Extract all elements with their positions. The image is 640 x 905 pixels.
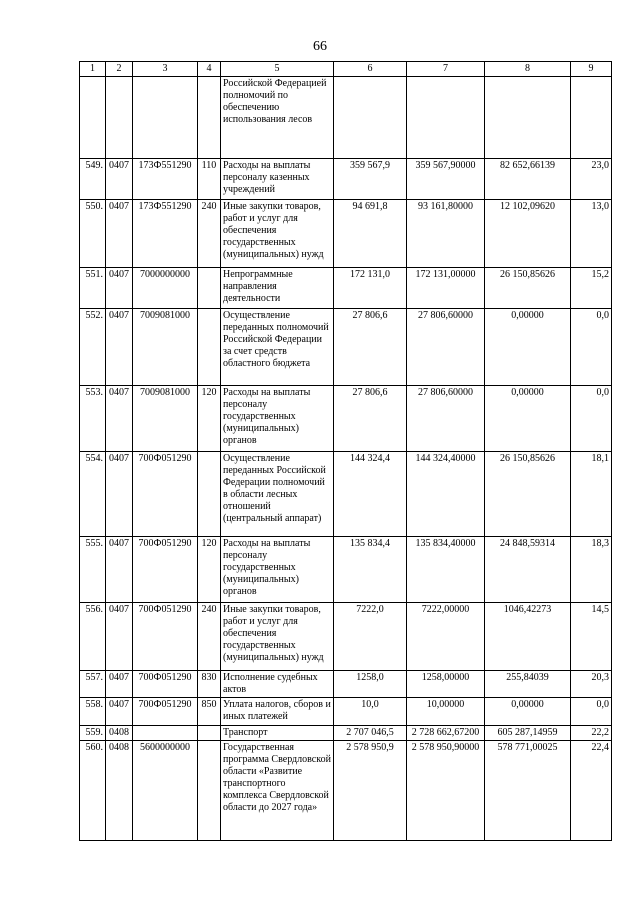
- budget-allocation: 359 567,90000: [407, 159, 485, 200]
- col-header: 6: [334, 62, 407, 77]
- executed-amount: 578 771,00025: [485, 741, 571, 841]
- approved-amount: 2 578 950,9: [334, 741, 407, 841]
- section-code: 0407: [106, 452, 133, 537]
- section-code: 0407: [106, 386, 133, 452]
- section-code: 0407: [106, 537, 133, 603]
- executed-amount: 255,84039: [485, 671, 571, 698]
- approved-amount: 7222,0: [334, 603, 407, 671]
- section-code: 0408: [106, 741, 133, 841]
- item-name: Осуществление переданных полномочий Российской Федерации за счет средств областного бюджета: [221, 309, 334, 386]
- item-name: Исполнение судебных актов: [221, 671, 334, 698]
- expense-type-code: 110: [198, 159, 221, 200]
- expense-type-code: 120: [198, 537, 221, 603]
- col-header: 2: [106, 62, 133, 77]
- col-header: 7: [407, 62, 485, 77]
- item-name: Транспорт: [221, 726, 334, 741]
- execution-percent: 14,5: [571, 603, 612, 671]
- col-header: 4: [198, 62, 221, 77]
- executed-amount: 26 150,85626: [485, 268, 571, 309]
- section-code: 0407: [106, 159, 133, 200]
- expense-type-code: [198, 452, 221, 537]
- execution-percent: 23,0: [571, 159, 612, 200]
- row-number: 560.: [80, 741, 106, 841]
- target-article-code: [133, 726, 198, 741]
- budget-allocation: 2 728 662,67200: [407, 726, 485, 741]
- table-row: [80, 537, 612, 603]
- budget-allocation: 93 161,80000: [407, 200, 485, 268]
- budget-allocation: 2 578 950,90000: [407, 741, 485, 841]
- execution-percent: 15,2: [571, 268, 612, 309]
- row-number: 553.: [80, 386, 106, 452]
- row-number: 555.: [80, 537, 106, 603]
- execution-percent: 0,0: [571, 386, 612, 452]
- executed-amount: 26 150,85626: [485, 452, 571, 537]
- expense-type-code: 850: [198, 698, 221, 726]
- section-code: 0407: [106, 698, 133, 726]
- row-number: 551.: [80, 268, 106, 309]
- budget-allocation: 135 834,40000: [407, 537, 485, 603]
- row-number: 550.: [80, 200, 106, 268]
- section-code: 0407: [106, 309, 133, 386]
- section-code: 0407: [106, 603, 133, 671]
- table-row: [80, 386, 612, 452]
- budget-allocation: 27 806,60000: [407, 386, 485, 452]
- item-name: Расходы на выплаты персоналу государственных (муниципальных) органов: [221, 386, 334, 452]
- executed-amount: 0,00000: [485, 309, 571, 386]
- section-code: 0407: [106, 268, 133, 309]
- row-number: 549.: [80, 159, 106, 200]
- col-header: 1: [80, 62, 106, 77]
- item-name: Уплата налогов, сборов и иных платежей: [221, 698, 334, 726]
- col-header: 5: [221, 62, 334, 77]
- item-name: Российской Федерацией полномочий по обеспечению использования лесов: [221, 77, 334, 159]
- item-name: Осуществление переданных Российской Федерации полномочий в области лесных отношений (центральный аппарат): [221, 452, 334, 537]
- target-article-code: 700Ф051290: [133, 698, 198, 726]
- item-name: Государственная программа Свердловской области «Развитие транспортного комплекса Свердловской области до 2027 года»: [221, 741, 334, 841]
- target-article-code: [133, 77, 198, 159]
- approved-amount: [334, 77, 407, 159]
- execution-percent: [571, 77, 612, 159]
- executed-amount: 0,00000: [485, 386, 571, 452]
- execution-percent: 18,1: [571, 452, 612, 537]
- target-article-code: 700Ф051290: [133, 452, 198, 537]
- target-article-code: 173Ф551290: [133, 159, 198, 200]
- expense-type-code: 830: [198, 671, 221, 698]
- budget-allocation: 27 806,60000: [407, 309, 485, 386]
- approved-amount: 144 324,4: [334, 452, 407, 537]
- budget-allocation: 144 324,40000: [407, 452, 485, 537]
- item-name: Иные закупки товаров, работ и услуг для обеспечения государственных (муниципальных) нужд: [221, 200, 334, 268]
- expense-type-code: [198, 268, 221, 309]
- target-article-code: 173Ф551290: [133, 200, 198, 268]
- approved-amount: 10,0: [334, 698, 407, 726]
- executed-amount: 1046,42273: [485, 603, 571, 671]
- approved-amount: 27 806,6: [334, 386, 407, 452]
- section-code: 0407: [106, 671, 133, 698]
- table-row: [80, 200, 612, 268]
- section-code: 0407: [106, 200, 133, 268]
- executed-amount: 12 102,09620: [485, 200, 571, 268]
- table-row: [80, 741, 612, 841]
- header-row: [80, 62, 612, 77]
- col-header: 8: [485, 62, 571, 77]
- target-article-code: 700Ф051290: [133, 603, 198, 671]
- row-number: 554.: [80, 452, 106, 537]
- execution-percent: 0,0: [571, 309, 612, 386]
- execution-percent: 20,3: [571, 671, 612, 698]
- table-row: [80, 77, 612, 159]
- approved-amount: 2 707 046,5: [334, 726, 407, 741]
- target-article-code: 7009081000: [133, 309, 198, 386]
- table-row: [80, 268, 612, 309]
- approved-amount: 359 567,9: [334, 159, 407, 200]
- approved-amount: 135 834,4: [334, 537, 407, 603]
- executed-amount: 24 848,59314: [485, 537, 571, 603]
- row-number: 557.: [80, 671, 106, 698]
- table-row: [80, 159, 612, 200]
- row-number: 556.: [80, 603, 106, 671]
- target-article-code: 7009081000: [133, 386, 198, 452]
- item-name: Расходы на выплаты персоналу государственных (муниципальных) органов: [221, 537, 334, 603]
- execution-percent: 0,0: [571, 698, 612, 726]
- expense-type-code: [198, 77, 221, 159]
- execution-percent: 18,3: [571, 537, 612, 603]
- table-row: [80, 671, 612, 698]
- row-number: 552.: [80, 309, 106, 386]
- row-number: 559.: [80, 726, 106, 741]
- table-row: [80, 603, 612, 671]
- col-header: 9: [571, 62, 612, 77]
- target-article-code: 700Ф051290: [133, 671, 198, 698]
- executed-amount: 82 652,66139: [485, 159, 571, 200]
- row-number: 558.: [80, 698, 106, 726]
- approved-amount: 172 131,0: [334, 268, 407, 309]
- execution-percent: 13,0: [571, 200, 612, 268]
- col-header: 3: [133, 62, 198, 77]
- section-code: 0408: [106, 726, 133, 741]
- target-article-code: 5600000000: [133, 741, 198, 841]
- item-name: Иные закупки товаров, работ и услуг для обеспечения государственных (муниципальных) нужд: [221, 603, 334, 671]
- approved-amount: 27 806,6: [334, 309, 407, 386]
- budget-allocation: [407, 77, 485, 159]
- execution-percent: 22,4: [571, 741, 612, 841]
- item-name: Расходы на выплаты персоналу казенных учреждений: [221, 159, 334, 200]
- table-row: [80, 309, 612, 386]
- target-article-code: 7000000000: [133, 268, 198, 309]
- budget-table: [79, 61, 612, 841]
- budget-allocation: 7222,00000: [407, 603, 485, 671]
- table-row: [80, 698, 612, 726]
- executed-amount: [485, 77, 571, 159]
- budget-allocation: 1258,00000: [407, 671, 485, 698]
- expense-type-code: [198, 741, 221, 841]
- page-number: 66: [313, 39, 327, 54]
- budget-allocation: 10,00000: [407, 698, 485, 726]
- expense-type-code: 120: [198, 386, 221, 452]
- row-number: [80, 77, 106, 159]
- expense-type-code: 240: [198, 603, 221, 671]
- item-name: Непрограммные направления деятельности: [221, 268, 334, 309]
- expense-type-code: [198, 726, 221, 741]
- executed-amount: 605 287,14959: [485, 726, 571, 741]
- section-code: [106, 77, 133, 159]
- approved-amount: 1258,0: [334, 671, 407, 698]
- table-row: [80, 452, 612, 537]
- expense-type-code: 240: [198, 200, 221, 268]
- executed-amount: 0,00000: [485, 698, 571, 726]
- expense-type-code: [198, 309, 221, 386]
- approved-amount: 94 691,8: [334, 200, 407, 268]
- execution-percent: 22,2: [571, 726, 612, 741]
- table-row: [80, 726, 612, 741]
- budget-allocation: 172 131,00000: [407, 268, 485, 309]
- target-article-code: 700Ф051290: [133, 537, 198, 603]
